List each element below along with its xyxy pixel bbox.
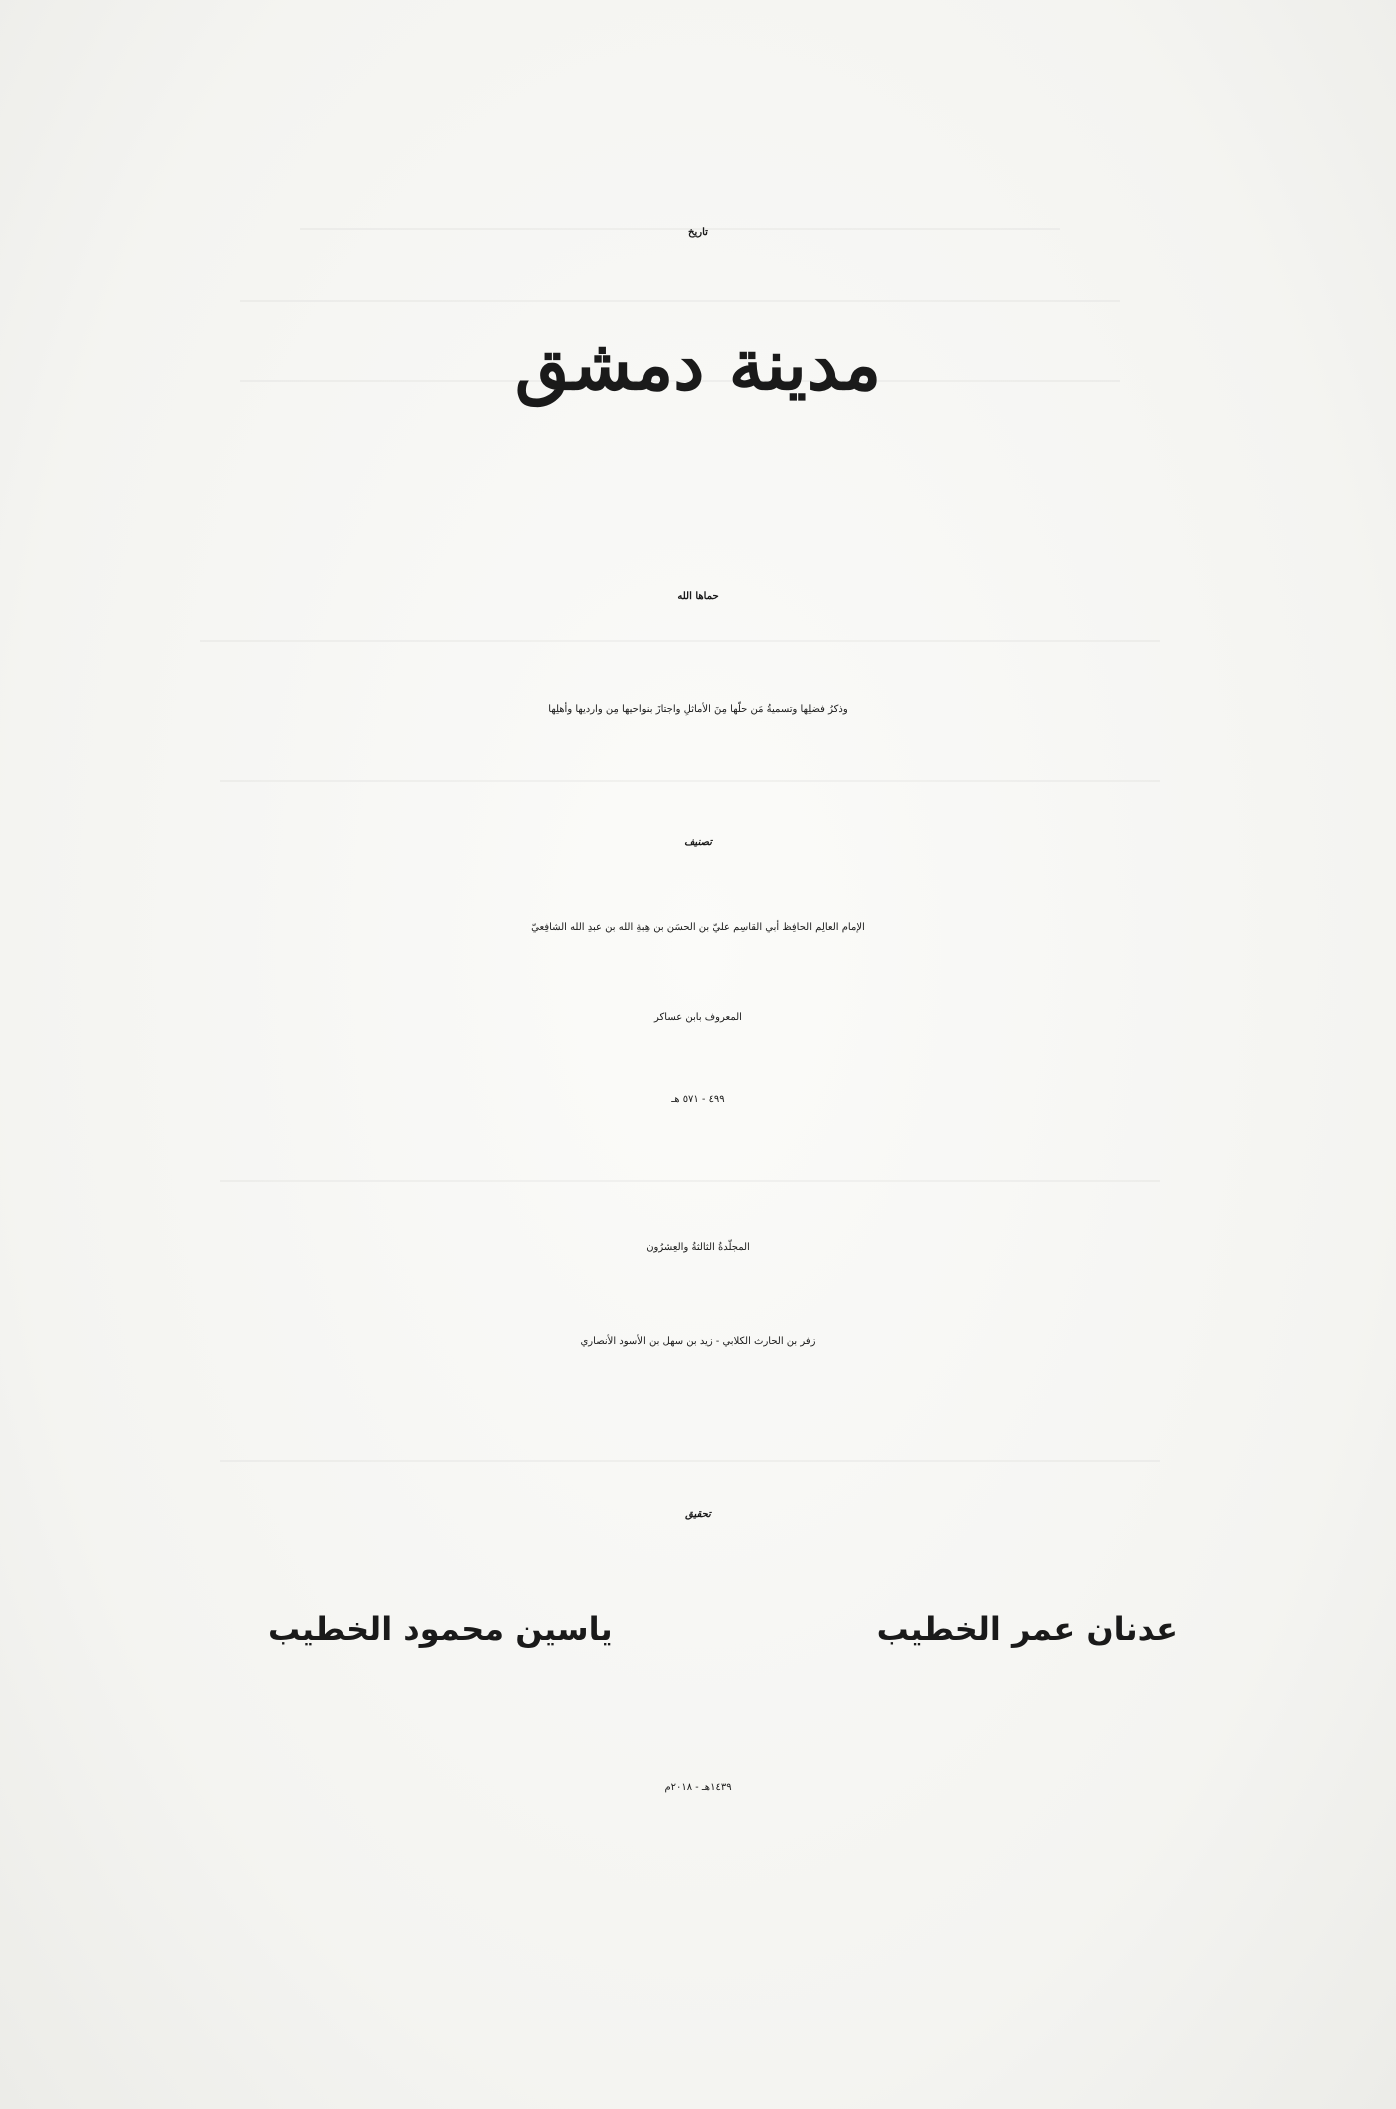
- book-subtitle: وذكرُ فضلِها وتسميةُ مَن حلّها مِنَ الأماثلِ واجتازَ بنواحيها مِن وارديها وأهلِها: [548, 704, 848, 715]
- title-top-word: تاريخ: [688, 227, 708, 238]
- publication-year: ١٤٣٩هـ - ٢٠١٨م: [664, 1782, 732, 1793]
- bleed-through-line: [200, 640, 1160, 642]
- bleed-through-line: [220, 780, 1160, 782]
- volume-number: المجلّدةُ الثالثةُ والعِشرُون: [646, 1242, 750, 1253]
- verification-label: تحقيق: [685, 1509, 711, 1520]
- author-known-as: المعروف بابن عساكر: [654, 1012, 742, 1023]
- volume-range: زفر بن الحارث الكلابي - زيد بن سهل بن الأسود الأنصاري: [580, 1336, 816, 1347]
- title-blessing: حماها الله: [677, 591, 719, 602]
- author-dates: ٤٩٩ - ٥٧١ هـ: [671, 1094, 725, 1105]
- author-name: الإمام العالِم الحافِظ أبي القاسِم عليّ بن الحسَن بن هِبةِ الله بن عبدِ الله الشافِعيّ: [531, 922, 865, 933]
- editor-name-second: ياسين محمود الخطيب: [268, 1610, 613, 1648]
- bleed-through-line: [220, 1180, 1160, 1182]
- bleed-through-line: [240, 300, 1120, 302]
- book-title: مدينة دمشق: [514, 323, 882, 406]
- author-label: تصنيف: [684, 837, 712, 848]
- bleed-through-line: [220, 1460, 1160, 1462]
- editor-name-first: عدنان عمر الخطيب: [876, 1610, 1178, 1648]
